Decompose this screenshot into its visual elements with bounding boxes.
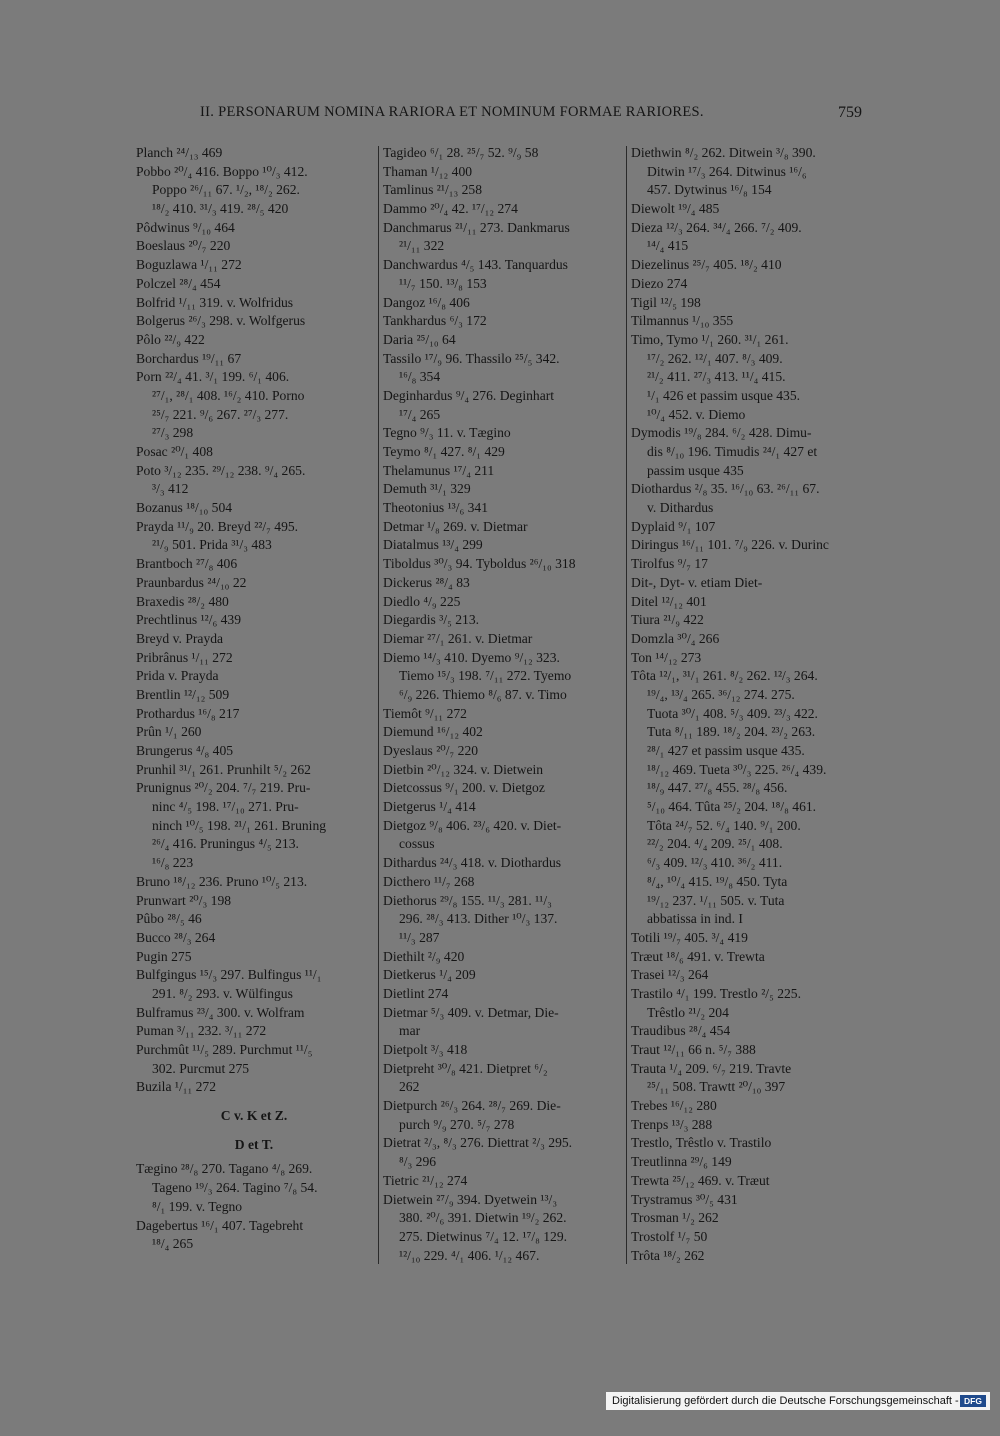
index-entry-line: Bucco ²⁸/₃ 264 bbox=[136, 929, 216, 945]
index-entry-line: ⁸/₁ 199. v. Tegno bbox=[152, 1198, 243, 1214]
index-entry-line: ¹⁷/₄ 265 bbox=[399, 406, 441, 422]
index-entry-line: 262 bbox=[399, 1079, 420, 1095]
index-entry-line: Dietgoz ⁹/₈ 406. ²³/₆ 420. v. Diet- bbox=[383, 817, 562, 833]
index-entry-line: Dietgerus ¹/₄ 414 bbox=[383, 799, 476, 815]
index-entry-line: Purchmût ¹¹/₅ 289. Purchmut ¹¹/₅ bbox=[136, 1042, 313, 1057]
index-entry-line: ¹¹/₇ 150. ¹³/₈ 153 bbox=[399, 275, 487, 291]
index-entry-line: Praunbardus ²⁴/₁₀ 22 bbox=[136, 574, 247, 590]
index-entry-line: Thaman ¹/₁₂ 400 bbox=[383, 163, 473, 179]
column-divider bbox=[378, 146, 379, 1264]
index-entry-line: Prayda ¹¹/₉ 20. Breyd ²²/₇ 495. bbox=[136, 518, 299, 534]
index-entry-line: Dangoz ¹⁶/₈ 406 bbox=[383, 294, 470, 310]
index-entry-line: Boeslaus ²⁰/₇ 220 bbox=[136, 238, 231, 254]
index-entry-line: 291. ⁸/₂ 293. v. Wülfingus bbox=[152, 985, 293, 1001]
index-entry-line: Tiemôt ⁹/₁₁ 272 bbox=[383, 705, 467, 721]
index-entry-line: Diedlo ⁴/₉ 225 bbox=[383, 593, 461, 609]
index-entry-line: Polczel ²⁸/₄ 454 bbox=[136, 275, 221, 291]
index-entry-line: ¹⁷/₂ 262. ¹²/₁ 407. ⁸/₃ 409. bbox=[647, 350, 783, 366]
index-entry-line: Breyd v. Prayda bbox=[136, 630, 224, 646]
section-heading: D et T. bbox=[234, 1136, 274, 1152]
index-entry-line: Buzila ¹/₁₁ 272 bbox=[136, 1079, 217, 1095]
index-entry-line: Poppo ²⁶/₁₁ 67. ¹/₂, ¹⁸/₂ 262. bbox=[152, 182, 300, 198]
index-entry-line: Pûbo ²⁸/₅ 46 bbox=[136, 911, 202, 927]
index-entry-line: Diringus ¹⁶/₁₁ 101. ⁷/₉ 226. v. Durinc bbox=[631, 537, 829, 553]
index-entry-line: Tægino ²⁸/₈ 270. Tagano ⁴/₈ 269. bbox=[136, 1161, 313, 1177]
page-header: II. PERSONARUM NOMINA RARIORA ET NOMINUM FORMAE RARIORES. bbox=[200, 104, 704, 120]
index-entry-line: cossus bbox=[399, 836, 435, 852]
index-entry-line: Dit-, Dyt- v. etiam Diet- bbox=[631, 574, 763, 590]
index-entry-line: ¹⁸/₁₂ 469. Tueta ³⁰/₃ 225. ²⁶/₄ 439. bbox=[647, 761, 827, 777]
index-entry-line: Dammo ²⁰/₄ 42. ¹⁷/₁₂ 274 bbox=[383, 201, 518, 217]
index-entry-line: ³/₃ 412 bbox=[152, 481, 189, 497]
index-entry-line: ²⁵/₇ 221. ⁹/₆ 267. ²⁷/₃ 277. bbox=[152, 406, 289, 422]
index-entry-line: Dieza ¹²/₃ 264. ³⁴/₄ 266. ⁷/₂ 409. bbox=[631, 219, 802, 235]
index-entry-line: Thelamunus ¹⁷/₄ 211 bbox=[383, 462, 495, 478]
index-entry-line: Tegno ⁹/₃ 11. v. Tægino bbox=[383, 425, 511, 441]
index-entry-line: Domzla ³⁰/₄ 266 bbox=[631, 630, 720, 646]
index-entry-line: Dicthero ¹¹/₇ 268 bbox=[383, 873, 475, 889]
index-entry-line: Tiemo ¹⁵/₃ 198. ⁷/₁₁ 272. Tyemo bbox=[399, 668, 572, 684]
index-entry-line: ¹¹/₃ 287 bbox=[399, 929, 440, 945]
index-entry-line: Prothardus ¹⁶/₈ 217 bbox=[136, 705, 240, 721]
index-entry-line: Dagebertus ¹⁶/₁ 407. Tagebreht bbox=[136, 1217, 304, 1233]
index-entry-line: Trebes ¹⁶/₁₂ 280 bbox=[631, 1098, 717, 1114]
index-entry-line: Ton ¹⁴/₁₂ 273 bbox=[631, 649, 702, 665]
index-entry-line: Tageno ¹⁹/₃ 264. Tagino ⁷/₈ 54. bbox=[152, 1180, 318, 1196]
index-entry-line: Braxedis ²⁸/₂ 480 bbox=[136, 593, 229, 609]
index-entry-line: Dietpurch ²⁶/₃ 264. ²⁸/₇ 269. Die- bbox=[383, 1098, 561, 1114]
index-entry-line: Bolgerus ²⁶/₃ 298. v. Wolfgerus bbox=[136, 313, 306, 329]
index-entry-line: Prida v. Prayda bbox=[136, 668, 219, 684]
index-entry-line: Pobbo ²⁰/₄ 416. Boppo ¹⁰/₃ 412. bbox=[136, 163, 308, 179]
index-entry-line: Dymodis ¹⁹/₈ 284. ⁶/₂ 428. Dimu- bbox=[631, 425, 812, 441]
index-column-3 bbox=[631, 144, 871, 1265]
index-entry-line: ²⁷/₃ 298 bbox=[152, 425, 194, 441]
dfg-logo: DFG bbox=[960, 1395, 986, 1407]
index-entry-line: Tirolfus ⁹/₇ 17 bbox=[631, 556, 708, 572]
index-entry-line: Posac ²⁰/₁ 408 bbox=[136, 444, 213, 459]
index-entry-line: Diegardis ³/₅ 213. bbox=[383, 612, 480, 628]
index-entry-line: Bulframus ²³/₄ 300. v. Wolfram bbox=[136, 1004, 305, 1020]
index-entry-line: Prunignus ²⁰/₂ 204. ⁷/₇ 219. Pru- bbox=[136, 780, 311, 796]
index-entry-line: Tamlinus ²¹/₁₃ 258 bbox=[383, 182, 482, 198]
index-entry-line: Diemar ²⁷/₁ 261. v. Dietmar bbox=[383, 630, 533, 646]
index-entry-line: Trôta ¹⁸/₂ 262 bbox=[631, 1247, 705, 1263]
index-entry-line: Dickerus ²⁸/₄ 83 bbox=[383, 574, 470, 590]
index-entry-line: 275. Dietwinus ⁷/₄ 12. ¹⁷/₈ 129. bbox=[399, 1228, 568, 1244]
index-entry-line: Pôlo ²²/₉ 422 bbox=[136, 331, 205, 347]
index-entry-line: Dietmar ⁵/₃ 409. v. Detmar, Die- bbox=[383, 1004, 559, 1020]
index-entry-line: Pôdwinus ⁹/₁₀ 464 bbox=[136, 219, 235, 235]
index-entry-line: ¹⁸/₂ 410. ³¹/₃ 419. ²⁸/₅ 420 bbox=[152, 201, 289, 217]
index-entry-line: Bulfgingus ¹⁵/₃ 297. Bulfingus ¹¹/₁ bbox=[136, 967, 322, 983]
index-entry-line: Diethwin ⁸/₂ 262. Ditwein ³/₈ 390. bbox=[631, 145, 816, 160]
index-entry-line: Brentlin ¹²/₁₂ 509 bbox=[136, 686, 230, 702]
index-entry-line: Puman ³/₁₁ 232. ³/₁₁ 272 bbox=[136, 1023, 267, 1039]
index-entry-line: Poto ³/₁₂ 235. ²⁹/₁₂ 238. ⁹/₄ 265. bbox=[136, 462, 306, 478]
section-heading: C v. K et Z. bbox=[220, 1108, 288, 1124]
index-entry-line: Diatalmus ¹³/₄ 299 bbox=[383, 537, 483, 553]
index-entry-line: Borchardus ¹⁹/₁₁ 67 bbox=[136, 350, 242, 366]
index-entry-line: Traut ¹²/₁₁ 66 n. ⁵/₇ 388 bbox=[631, 1042, 756, 1057]
index-entry-line: Brantboch ²⁷/₈ 406 bbox=[136, 556, 238, 572]
index-entry-line: Dietwein ²⁷/₉ 394. Dyetwein ¹³/₃ bbox=[383, 1191, 558, 1207]
index-entry-line: Dietrat ²/₃, ⁸/₃ 276. Diettrat ²/₃ 295. bbox=[383, 1135, 573, 1151]
column-divider bbox=[626, 146, 627, 1264]
index-entry-line: 296. ²⁸/₃ 413. Dither ¹⁰/₃ 137. bbox=[399, 911, 558, 927]
page-number: 759 bbox=[838, 104, 862, 121]
index-entry-line: Prechtlinus ¹²/₆ 439 bbox=[136, 612, 242, 628]
index-entry-line: 302. Purcmut 275 bbox=[152, 1060, 250, 1076]
index-entry-line: 457. Dytwinus ¹⁶/₈ 154 bbox=[647, 182, 772, 198]
index-entry-line: Diemund ¹⁶/₁₂ 402 bbox=[383, 724, 483, 740]
index-entry-line: Dyplaid ⁹/₁ 107 bbox=[631, 518, 716, 534]
index-entry-line: Diezo 274 bbox=[631, 275, 688, 291]
index-entry-line: Diemo ¹⁴/₃ 410. Dyemo ⁹/₁₂ 323. bbox=[383, 649, 560, 665]
index-entry-line: Prunhil ³¹/₁ 261. Prunhilt ⁵/₂ 262 bbox=[136, 761, 311, 777]
index-entry-line: Diezelinus ²⁵/₇ 405. ¹⁸/₂ 410 bbox=[631, 257, 782, 273]
index-entry-line: Træut ¹⁸/₆ 491. v. Trewta bbox=[631, 948, 765, 964]
index-entry-line: Deginhardus ⁹/₄ 276. Deginhart bbox=[383, 387, 555, 403]
index-entry-line: Theotonius ¹³/₆ 341 bbox=[383, 500, 489, 516]
index-entry-line: ⁸/₃ 296 bbox=[399, 1154, 437, 1170]
index-entry-line: mar bbox=[399, 1023, 421, 1039]
index-entry-line: ¹⁴/₄ 415 bbox=[647, 238, 689, 254]
index-entry-line: ¹⁰/₄ 452. v. Diemo bbox=[647, 406, 746, 422]
index-entry-line: ¹⁹/₄, ¹³/₄ 265. ³⁶/₁₂ 274. 275. bbox=[647, 686, 795, 702]
index-entry-line: Ditwin ¹⁷/₃ 264. Ditwinus ¹⁶/₆ bbox=[647, 163, 807, 179]
index-entry-line: Diothardus ²/₈ 35. ¹⁶/₁₀ 63. ²⁶/₁₁ 67. bbox=[631, 481, 820, 497]
index-entry-line: Tilmannus ¹/₁₀ 355 bbox=[631, 313, 734, 329]
index-entry-line: Dietkerus ¹/₄ 209 bbox=[383, 967, 476, 983]
index-entry-line: Trastilo ⁴/₁ 199. Trestlo ²/₅ 225. bbox=[631, 985, 802, 1001]
index-entry-line: Pugin 275 bbox=[136, 948, 192, 964]
digitization-credit-bar bbox=[606, 1392, 990, 1410]
index-entry-line: Traudibus ²⁸/₄ 454 bbox=[631, 1023, 731, 1039]
index-entry-line: Tagideo ⁶/₁ 28. ²⁵/₇ 52. ⁹/₉ 58 bbox=[383, 145, 539, 160]
index-entry-line: Dietbin ²⁰/₁₂ 324. v. Dietwein bbox=[383, 761, 544, 777]
index-entry-line: ⁵/₁₀ 464. Tûta ²⁵/₂ 204. ¹⁸/₈ 461. bbox=[647, 799, 817, 815]
index-entry-line: Tiboldus ³⁰/₃ 94. Tyboldus ²⁶/₁₀ 318 bbox=[383, 556, 576, 572]
index-entry-line: Tuta ⁸/₁₁ 189. ¹⁸/₂ 204. ²³/₂ 263. bbox=[647, 724, 816, 740]
index-entry-line: ²⁶/₄ 416. Pruningus ⁴/₅ 213. bbox=[152, 836, 299, 852]
index-entry-line: Diethilt ²/₉ 420 bbox=[383, 948, 465, 964]
index-entry-line: Tôta ¹²/₁, ³¹/₁ 261. ⁸/₂ 262. ¹²/₃ 264. bbox=[631, 668, 818, 684]
index-entry-line: Planch ²⁴/₁₃ 469 bbox=[136, 145, 223, 160]
index-entry-line: ¹⁸/₉ 447. ²⁷/₈ 455. ²⁸/₈ 456. bbox=[647, 780, 788, 796]
index-entry-line: ⁶/₃ 409. ¹²/₃ 410. ³⁶/₂ 411. bbox=[647, 855, 783, 871]
index-entry-line: Bozanus ¹⁸/₁₀ 504 bbox=[136, 500, 233, 516]
index-entry-line: ²⁸/₁ 427 et passim usque 435. bbox=[647, 743, 805, 758]
index-entry-line: Danchwardus ⁴/₅ 143. Tanquardus bbox=[383, 257, 568, 273]
index-entry-line: Dietlint 274 bbox=[383, 985, 449, 1001]
index-entry-line: Boguzlawa ¹/₁₁ 272 bbox=[136, 257, 242, 273]
index-entry-line: Demuth ³¹/₁ 329 bbox=[383, 481, 471, 497]
index-entry-line: Trauta ¹/₄ 209. ⁶/₇ 219. Travte bbox=[631, 1060, 792, 1076]
index-entry-line: Danchmarus ²¹/₁₁ 273. Dankmarus bbox=[383, 219, 570, 235]
index-entry-line: Pribrânus ¹/₁₁ 272 bbox=[136, 649, 233, 665]
index-entry-line: ¹⁹/₁₂ 237. ¹/₁₁ 505. v. Tuta bbox=[647, 892, 785, 908]
index-entry-line: Dietpolt ³/₃ 418 bbox=[383, 1042, 468, 1057]
index-entry-line: Tassilo ¹⁷/₉ 96. Thassilo ²⁵/₅ 342. bbox=[383, 350, 560, 366]
index-entry-line: ⁸/₄, ¹⁰/₄ 415. ¹⁹/₈ 450. Tyta bbox=[647, 873, 788, 889]
index-entry-line: Dithardus ²⁴/₃ 418. v. Diothardus bbox=[383, 855, 562, 871]
index-entry-line: Tôta ²⁴/₇ 52. ⁶/₄ 140. ⁹/₁ 200. bbox=[647, 817, 801, 833]
digitization-credit-text: Digitalisierung gefördert durch die Deutsche Forschungsgemeinschaft - bbox=[612, 1395, 959, 1407]
index-entry-line: ²⁷/₁, ²⁸/₁ 408. ¹⁶/₂ 410. Porno bbox=[152, 387, 305, 403]
index-entry-line: Trasei ¹²/₃ 264 bbox=[631, 967, 709, 983]
index-entry-line: Porn ²²/₄ 41. ³/₁ 199. ⁶/₁ 406. bbox=[136, 369, 290, 385]
index-entry-line: ²¹/₉ 501. Prida ³¹/₃ 483 bbox=[152, 537, 272, 553]
index-entry-line: Prûn ¹/₁ 260 bbox=[136, 724, 202, 740]
index-entry-line: Bolfrid ¹/₁₁ 319. v. Wolfridus bbox=[136, 294, 294, 310]
index-column-2 bbox=[383, 144, 623, 1265]
index-entry-line: Trystramus ³⁰/₅ 431 bbox=[631, 1191, 738, 1207]
index-entry-line: Totili ¹⁹/₇ 405. ³/₄ 419 bbox=[631, 929, 748, 945]
index-entry-line: Daria ²⁵/₁₀ 64 bbox=[383, 331, 456, 347]
index-entry-line: Ditel ¹²/₁₂ 401 bbox=[631, 593, 707, 609]
index-entry-line: ²¹/₁₁ 322 bbox=[399, 238, 445, 254]
index-entry-line: dis ⁸/₁₀ 196. Timudis ²⁴/₁ 427 et bbox=[647, 444, 818, 459]
index-entry-line: Treutlinna ²⁹/₆ 149 bbox=[631, 1154, 732, 1170]
index-column-1 bbox=[136, 144, 372, 1254]
index-entry-line: Tiura ²¹/₉ 422 bbox=[631, 612, 704, 628]
index-entry-line: ninch ¹⁰/₅ 198. ²¹/₁ 261. Bruning bbox=[152, 817, 327, 833]
index-entry-line: Detmar ¹/₈ 269. v. Dietmar bbox=[383, 518, 528, 534]
index-entry-line: ²²/₂ 204. ⁴/₄ 209. ²⁵/₁ 408. bbox=[647, 836, 783, 852]
index-entry-line: ²¹/₂ 411. ²⁷/₃ 413. ¹¹/₄ 415. bbox=[647, 369, 786, 385]
index-entry-line: Tietric ²¹/₁₂ 274 bbox=[383, 1172, 468, 1188]
index-entry-line: ¹⁸/₄ 265 bbox=[152, 1236, 194, 1252]
index-entry-line: ²⁵/₁₁ 508. Trawtt ²⁰/₁₀ 397 bbox=[647, 1079, 786, 1095]
index-entry-line: ¹⁶/₈ 354 bbox=[399, 369, 441, 385]
index-entry-line: abbatissa in ind. I bbox=[647, 911, 743, 927]
index-entry-line: ⁶/₉ 226. Thiemo ⁸/₆ 87. v. Timo bbox=[399, 686, 567, 702]
index-entry-line: Trewta ²⁵/₁₂ 469. v. Træut bbox=[631, 1172, 770, 1188]
index-entry-line: Trêstlo ²¹/₂ 204 bbox=[647, 1004, 729, 1020]
index-entry-line: Teymo ⁸/₁ 427. ⁸/₁ 429 bbox=[383, 444, 505, 459]
index-entry-line: 380. ²⁰/₆ 391. Dietwin ¹⁹/₂ 262. bbox=[399, 1210, 567, 1226]
index-entry-line: ninc ⁴/₅ 198. ¹⁷/₁₀ 271. Pru- bbox=[152, 799, 299, 815]
index-entry-line: v. Dithardus bbox=[647, 500, 714, 516]
index-entry-line: Trostolf ¹/₇ 50 bbox=[631, 1228, 708, 1244]
index-entry-line: ¹⁶/₈ 223 bbox=[152, 855, 194, 871]
index-entry-line: Trenps ¹³/₃ 288 bbox=[631, 1116, 713, 1132]
index-entry-line: ¹/₁ 426 et passim usque 435. bbox=[647, 387, 801, 403]
index-entry-line: passim usque 435 bbox=[647, 462, 744, 478]
index-entry-line: Tankhardus ⁶/₃ 172 bbox=[383, 313, 487, 329]
index-entry-line: Bruno ¹⁸/₁₂ 236. Pruno ¹⁰/₅ 213. bbox=[136, 873, 308, 889]
index-entry-line: Diethorus ²⁹/₈ 155. ¹¹/₃ 281. ¹¹/₃ bbox=[383, 892, 552, 908]
index-entry-line: ¹²/₁₀ 229. ⁴/₁ 406. ¹/₁₂ 467. bbox=[399, 1247, 540, 1263]
index-entry-line: Trestlo, Trêstlo v. Trastilo bbox=[631, 1135, 772, 1151]
index-entry-line: Trosman ¹/₂ 262 bbox=[631, 1210, 719, 1226]
index-entry-line: Dietcossus ⁹/₁ 200. v. Dietgoz bbox=[383, 780, 545, 796]
index-entry-line: purch ⁹/₉ 270. ⁵/₇ 278 bbox=[399, 1116, 515, 1132]
index-entry-line: Tigil ¹²/₅ 198 bbox=[631, 294, 701, 310]
index-entry-line: Brungerus ⁴/₈ 405 bbox=[136, 743, 234, 758]
index-entry-line: Tuota ³⁰/₁ 408. ⁵/₃ 409. ²³/₃ 422. bbox=[647, 705, 818, 721]
index-entry-line: Dyeslaus ²⁰/₇ 220 bbox=[383, 743, 479, 758]
index-entry-line: Prunwart ²⁰/₃ 198 bbox=[136, 892, 232, 908]
index-entry-line: Dietpreht ³⁰/₈ 421. Dietpret ⁶/₂ bbox=[383, 1060, 548, 1076]
index-entry-line: Timo, Tymo ¹/₁ 260. ³¹/₁ 261. bbox=[631, 331, 789, 347]
index-entry-line: Diewolt ¹⁹/₄ 485 bbox=[631, 201, 720, 217]
